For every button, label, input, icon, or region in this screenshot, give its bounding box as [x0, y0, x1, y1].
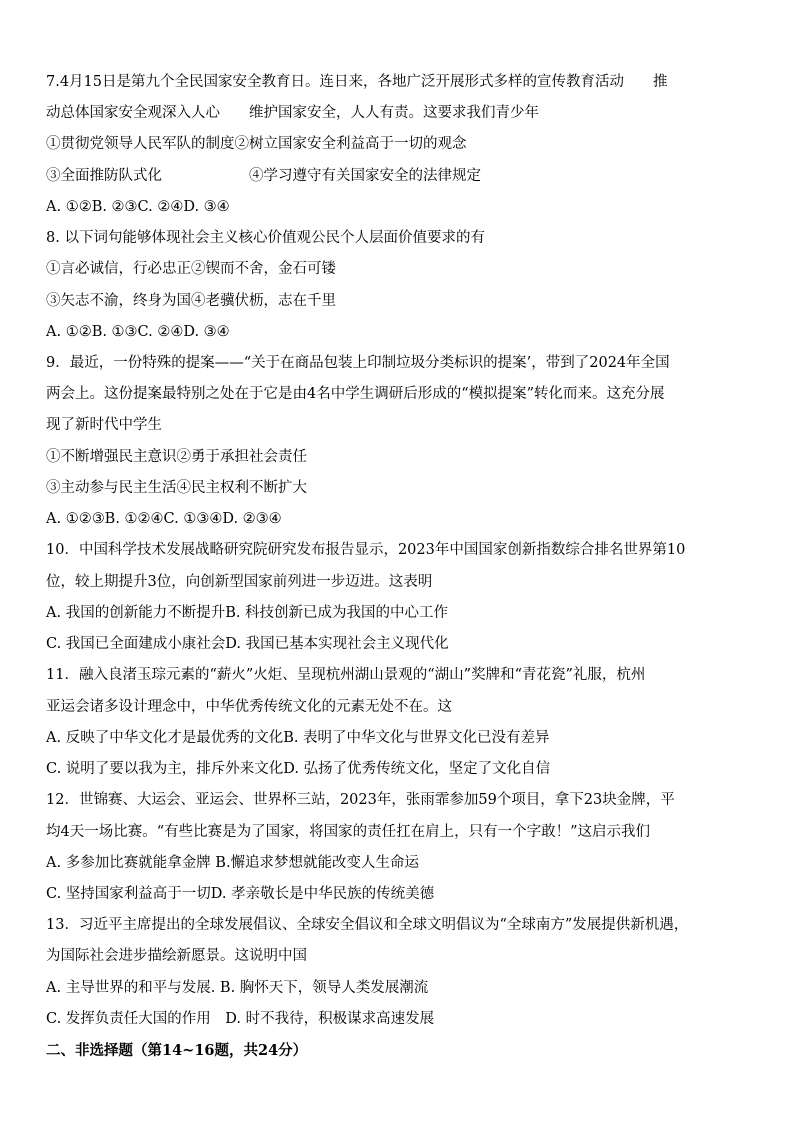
q9-choices: A. ①②③B. ①②④C. ①③④D. ②③④: [46, 511, 282, 527]
q9-options-line-2: ③主动参与民主生活④民主权利不断扩大: [46, 480, 307, 496]
q8-choices: A. ①②B. ①③C. ②④D. ③④: [46, 324, 230, 340]
q11-choices-line-1: A. 反映了中华文化才是最优秀的文化B. 表明了中华文化与世界文化已没有差异: [46, 730, 550, 746]
q9-stem-line-1: 9．最近，一份特殊的提案——“关于在商品包装上印制垃圾分类标识的提案’，带到了2024年全国: [46, 355, 670, 371]
q8-stem: 8. 以下词句能够体现社会主义核心价值观公民个人层面价值要求的有: [46, 230, 485, 246]
q9-stem-line-3: 现了新时代中学生: [46, 417, 162, 433]
q7-options-line-1: ①贯彻党领导人民军队的制度②树立国家安全利益高于一切的观念: [46, 136, 467, 152]
q7-stem-line-1: 7.4月15日是第九个全民国家安全教育日。连日来，各地广泛开展形式多样的宣传教育活动 推: [46, 74, 668, 90]
q11-choices-line-2: C. 说明了要以我为主，排斥外来文化D. 弘扬了优秀传统文化，坚定了文化自信: [46, 761, 551, 777]
q9-stem-line-2: 两会上。这份提案最特别之处在于它是由4名中学生调研后形成的“模拟提案”转化而来。这充分展: [46, 386, 665, 402]
q13-choices-line-1: A. 主导世界的和平与发展. B. 胸怀天下，领导人类发展潮流: [46, 980, 429, 996]
q10-choices-line-2: C. 我国已全面建成小康社会D. 我国已基本实现社会主义现代化: [46, 636, 449, 652]
q7-stem-line-2: 动总体国家安全观深入人心 维护国家安全，人人有责。这要求我们青少年: [46, 105, 539, 121]
section-heading-non-choice: 二、非选择题（第14~16题，共24分）: [46, 1042, 308, 1059]
q9-options-line-1: ①不断增强民主意识②勇于承担社会责任: [46, 449, 307, 465]
q7-choices: A. ①②B. ②③C. ②④D. ③④: [46, 199, 230, 215]
q13-stem-line-1: 13．习近平主席提出的全球发展倡议、全球安全倡议和全球文明倡议为“全球南方”发展提供新机遇，: [46, 917, 689, 933]
q10-stem-line-2: 位，较上期提升3位，向创新型国家前列进一步迈进。这表明: [46, 574, 433, 590]
q12-stem-line-2: 均4天一场比赛。“有些比赛是为了国家，将国家的责任扛在肩上，只有一个字敢！”这启示我们: [46, 824, 651, 840]
q13-stem-line-2: 为国际社会进步描绘新愿景。这说明中国: [46, 948, 307, 964]
q11-stem-line-1: 11．融入良渚玉琮元素的“薪火”火炬、呈现杭州湖山景观的“湖山”奖牌和“青花瓷”礼服，杭州: [46, 667, 646, 683]
q7-options-line-2: ③全面推防队式化 ④学习遵守有关国家安全的法律规定: [46, 168, 481, 184]
q12-stem-line-1: 12．世锦赛、大运会、亚运会、世界杯三站，2023年，张雨霏参加59个项目，拿下23块金牌，平: [46, 792, 675, 808]
q11-stem-line-2: 亚运会诸多设计理念中，中华优秀传统文化的元素无处不在。这: [46, 699, 452, 715]
q12-choices-line-2: C. 坚持国家利益高于一切D. 孝亲敬长是中华民族的传统美德: [46, 886, 435, 902]
q10-stem-line-1: 10．中国科学技术发展战略研究院研究发布报告显示，2023年中国国家创新指数综合排名世界第10: [46, 542, 686, 558]
q12-choices-line-1: A. 多参加比赛就能拿金牌 B.懈追求梦想就能改变人生命运: [46, 855, 420, 871]
q13-choices-line-2: C. 发挥负责任大国的作用 D. 时不我待，积极谋求高速发展: [46, 1011, 435, 1027]
q10-choices-line-1: A. 我国的创新能力不断提升B. 科技创新已成为我国的中心工作: [46, 605, 449, 621]
q8-options-line-2: ③矢志不渝，终身为国④老骥伏枥，志在千里: [46, 293, 336, 309]
q8-options-line-1: ①言必诚信，行必忠正②锲而不舍，金石可镂: [46, 261, 336, 277]
